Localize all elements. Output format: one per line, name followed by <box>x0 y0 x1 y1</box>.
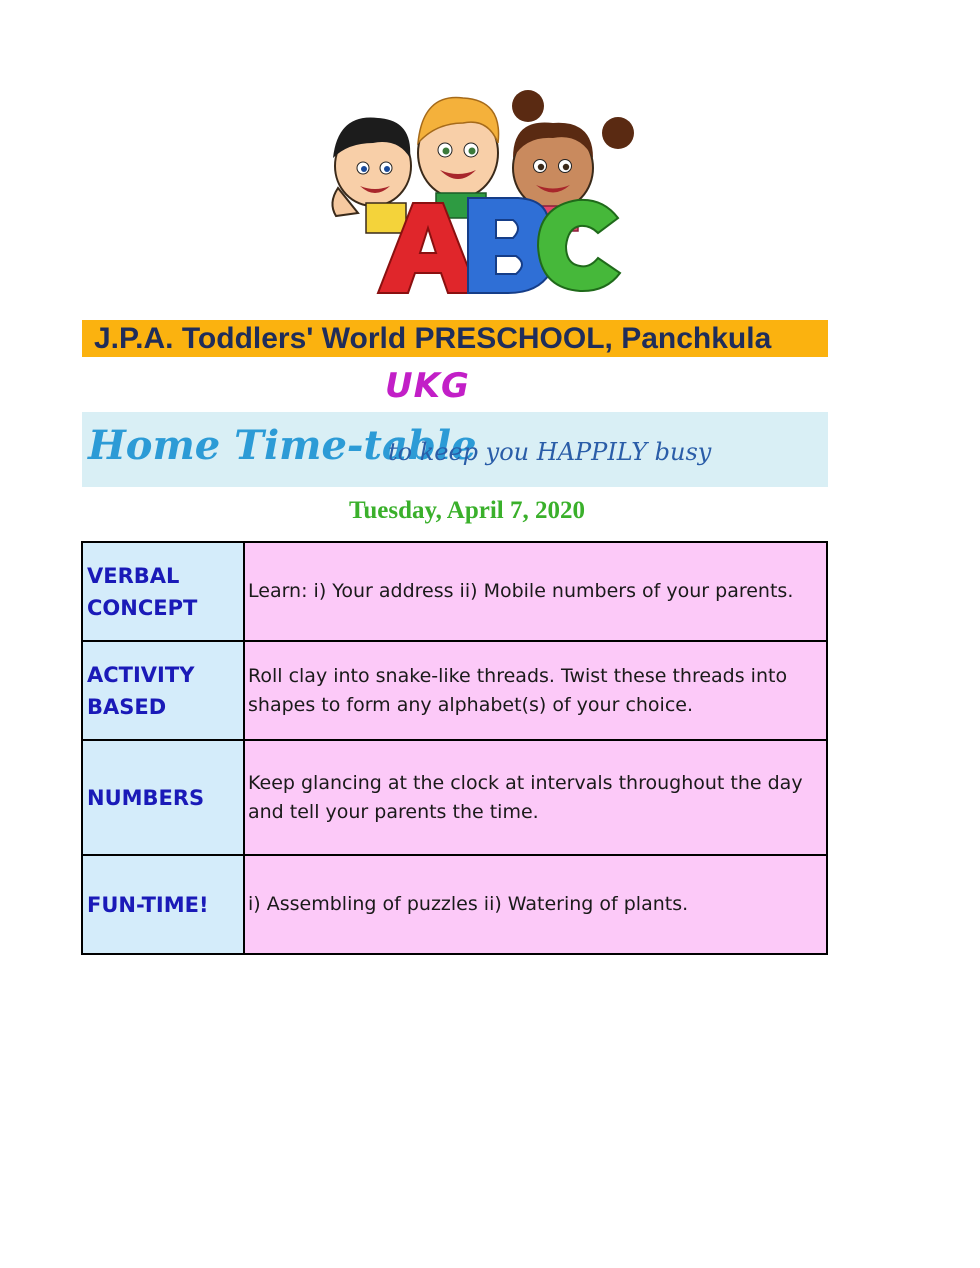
timetable-subheading: to keep you HAPPILY busy <box>388 438 712 466</box>
timetable-row <box>82 740 827 855</box>
subject-label-line: NUMBERS <box>87 785 205 810</box>
kid-left-illustration <box>332 118 411 234</box>
subject-label-cell <box>82 855 244 954</box>
subject-label-line: BASED <box>87 694 167 719</box>
letter-c-illustration <box>538 200 620 291</box>
subject-label-line: ACTIVITY <box>87 662 195 687</box>
date-label: Tuesday, April 7, 2020 <box>349 497 585 524</box>
activity-cell: Learn: i) Your address ii) Mobile numbers of your parents. <box>244 542 827 641</box>
subject-label-cell <box>82 641 244 740</box>
abc-kids-logo <box>318 88 643 303</box>
subject-label-cell <box>82 542 244 641</box>
subject-label-line: FUN-TIME! <box>87 892 209 917</box>
activity-cell: i) Assembling of puzzles ii) Watering of plants. <box>244 855 827 954</box>
timetable-row <box>82 641 827 740</box>
activity-cell: Roll clay into snake-like threads. Twist these threads into shapes to form any alphabet(s) of your choice. <box>244 641 827 740</box>
school-name: J.P.A. Toddlers' World PRESCHOOL, Panchkula <box>94 322 772 355</box>
subject-label-line: VERBAL <box>87 563 180 588</box>
timetable-heading: Home Time-table <box>88 422 477 469</box>
timetable-heading-bar <box>82 412 828 487</box>
subject-label-line: CONCEPT <box>87 595 198 620</box>
subject-label-cell <box>82 740 244 855</box>
activity-cell: Keep glancing at the clock at intervals throughout the day and tell your parents the time. <box>244 740 827 855</box>
timetable <box>81 541 828 955</box>
timetable-row <box>82 855 827 954</box>
grade-label: UKG <box>385 366 470 406</box>
school-name-banner <box>82 320 828 357</box>
timetable-row <box>82 542 827 641</box>
